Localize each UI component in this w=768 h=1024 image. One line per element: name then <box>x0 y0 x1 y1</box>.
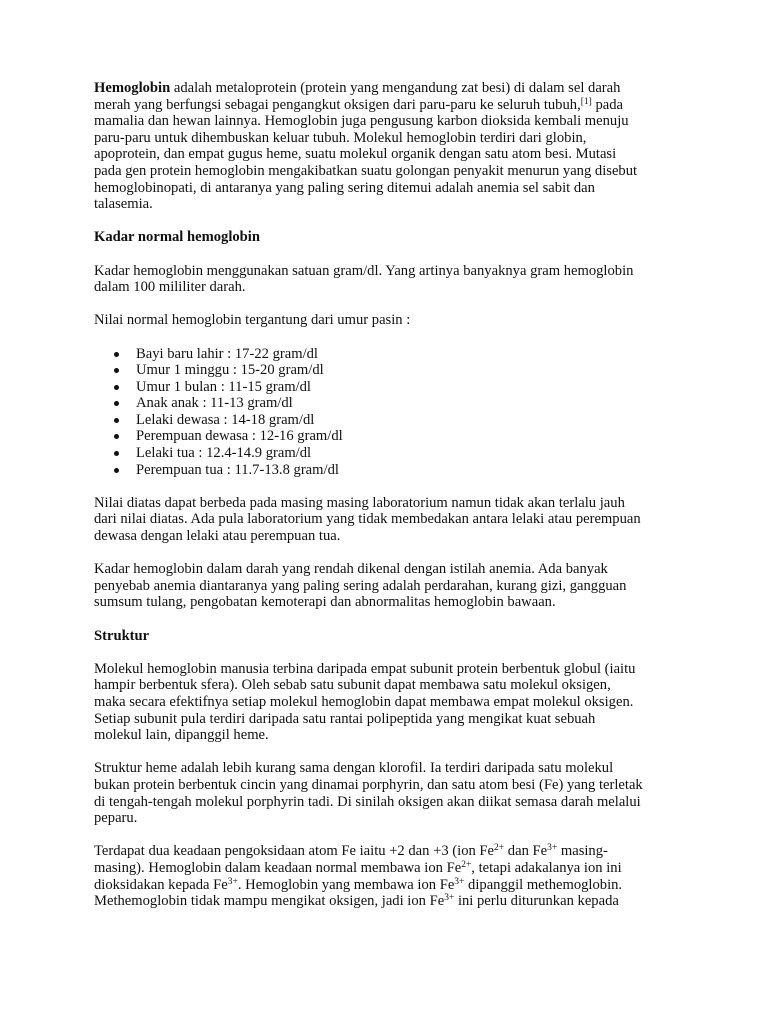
paragraph-gap <box>94 644 694 661</box>
list-item <box>94 362 694 379</box>
text-line: dan Fe <box>504 843 548 860</box>
superscript: 2+ <box>494 843 505 854</box>
paragraph-gap <box>94 545 694 562</box>
list-item-text: Lelaki tua : 12.4-14.9 gram/dl <box>136 445 312 462</box>
list-item-text: Bayi baru lahir : 17-22 gram/dl <box>136 345 318 362</box>
text-line: masing- <box>557 843 608 860</box>
list-item <box>94 395 694 412</box>
text-line: maka secara efektifnya setiap molekul hemoglobin dapat membawa empat molekul oksigen. <box>94 693 634 710</box>
text-line: ini perlu diturunkan kepada <box>454 893 619 910</box>
paragraph-gap <box>94 611 694 628</box>
struktur-paragraph-2 <box>94 760 694 826</box>
intro-line: talasemia. <box>94 196 153 213</box>
paragraph-gap <box>94 213 694 230</box>
superscript: 2+ <box>461 859 472 870</box>
text-line: Nilai diatas dapat berbeda pada masing masing laboratorium namun tidak akan terlalu jauh <box>94 494 625 511</box>
paragraph-gap <box>94 329 694 346</box>
document-page <box>94 80 694 910</box>
text-line: Methemoglobin tidak mampu mengikat oksigen, jadi ion Fe <box>94 893 445 910</box>
text-line: Setiap subunit pula terdiri daripada satu rantai polipeptida yang mengikat kuat sebuah <box>94 710 596 727</box>
text-line: Struktur heme adalah lebih kurang sama dengan klorofil. Ia terdiri daripada satu molekul <box>94 760 614 777</box>
text-line: dari nilai diatas. Ada pula laboratorium yang tidak membedakan antara lelaki atau perempuan <box>94 511 641 528</box>
bullet-icon <box>114 418 119 423</box>
list-item <box>94 462 694 479</box>
paragraph-gap <box>94 827 694 844</box>
heading-struktur: Struktur <box>94 627 150 644</box>
reference-link[interactable]: [1] <box>580 96 592 107</box>
text-line: Kadar hemoglobin menggunakan satuan gram/dl. Yang artinya banyaknya gram hemoglobin <box>94 262 634 279</box>
text-line: Molekul hemoglobin manusia terbina daripada empat subunit protein berbentuk globul (iaitu <box>94 660 636 677</box>
text-line: molekul lain, dipanggil heme. <box>94 727 269 744</box>
heading-kadar-normal: Kadar normal hemoglobin <box>94 229 260 246</box>
list-item <box>94 379 694 396</box>
list-item-text: Perempuan tua : 11.7-13.8 gram/dl <box>136 461 339 478</box>
intro-line: paru-paru untuk dihembuskan keluar tubuh. Molekul hemoglobin terdiri dari globin, <box>94 129 587 146</box>
intro-line: merah yang berfungsi sebagai pengangkut oksigen dari paru-paru ke seluruh tubuh, <box>94 96 581 113</box>
kadar-paragraph-3 <box>94 495 694 545</box>
text-line: dipanggil methemoglobin. <box>464 876 623 893</box>
list-item-text: Umur 1 bulan : 11-15 gram/dl <box>136 378 311 395</box>
text-line: . Hemoglobin yang membawa ion Fe <box>237 876 455 893</box>
superscript: 3+ <box>547 843 558 854</box>
text-line: hampir berbentuk sfera). Oleh sebab satu subunit dapat membawa satu molekul oksigen, <box>94 677 611 694</box>
bullet-icon <box>114 434 119 439</box>
superscript: 3+ <box>227 876 238 887</box>
list-item <box>94 428 694 445</box>
list-item <box>94 412 694 429</box>
text-line: Kadar hemoglobin dalam darah yang rendah dikenal dengan istilah anemia. Ada banyak <box>94 561 608 578</box>
list-item-text: Lelaki dewasa : 14-18 gram/dl <box>136 411 315 428</box>
bullet-icon <box>114 468 119 473</box>
list-item-text: Anak anak : 11-13 gram/dl <box>136 395 293 412</box>
intro-line: adalah metaloprotein (protein yang mengandung zat besi) di dalam sel darah <box>170 80 621 96</box>
text-line: , tetapi adakalanya ion ini <box>471 859 622 876</box>
paragraph-gap <box>94 296 694 313</box>
superscript: 3+ <box>444 892 455 903</box>
bullet-icon <box>114 352 119 357</box>
struktur-paragraph-1 <box>94 661 694 744</box>
intro-paragraph <box>94 80 694 213</box>
intro-line: apoprotein, dan empat gugus heme, suatu molekul organik dengan satu atom besi. Mutasi <box>94 146 617 163</box>
kadar-paragraph-1 <box>94 263 694 296</box>
paragraph-gap <box>94 478 694 495</box>
list-item-text: Umur 1 minggu : 15-20 gram/dl <box>136 362 324 379</box>
bullet-icon <box>114 385 119 390</box>
kadar-paragraph-4 <box>94 561 694 611</box>
intro-line: hemoglobinopati, di antaranya yang paling sering ditemui adalah anemia sel sabit dan <box>94 179 595 196</box>
text-line: bukan protein berbentuk cincin yang dinamai porphyrin, dan satu atom besi (Fe) yang terletak <box>94 776 643 793</box>
text-line: penyebab anemia diantaranya yang paling sering adalah perdarahan, kurang gizi, gangguan <box>94 577 627 594</box>
kadar-paragraph-2: Nilai normal hemoglobin tergantung dari umur pasin : <box>94 312 411 329</box>
text-line: masing). Hemoglobin dalam keadaan normal membawa ion Fe <box>94 859 462 876</box>
intro-line: mamalia dan hewan lainnya. Hemoglobin juga pengusung karbon dioksida kembali menuju <box>94 113 629 130</box>
text-line: dewasa dengan lelaki atau perempuan tua. <box>94 528 341 545</box>
superscript: 3+ <box>454 876 465 887</box>
list-item <box>94 445 694 462</box>
struktur-paragraph-3 <box>94 843 694 909</box>
paragraph-gap <box>94 246 694 263</box>
text-line: di tengah-tengah molekul porphyrin tadi. Di sinilah oksigen akan diikat semasa darah melalui <box>94 793 641 810</box>
text-line: sumsum tulang, pengobatan kemoterapi dan abnormalitas hemoglobin bawaan. <box>94 594 556 611</box>
bullet-icon <box>114 401 119 406</box>
text-line: dioksidakan kepada Fe <box>94 876 228 893</box>
bullet-icon <box>114 368 119 373</box>
bullet-icon <box>114 451 119 456</box>
paragraph-gap <box>94 744 694 761</box>
normal-levels-list <box>94 346 694 479</box>
intro-line: pada <box>591 96 623 113</box>
list-item <box>94 346 694 363</box>
list-item-text: Perempuan dewasa : 12-16 gram/dl <box>136 428 343 445</box>
term-hemoglobin: Hemoglobin <box>94 80 171 96</box>
intro-line: pada gen protein hemoglobin mengakibatkan suatu golongan penyakit menurun yang disebut <box>94 162 638 179</box>
text-line: peparu. <box>94 810 138 827</box>
text-line: dalam 100 mililiter darah. <box>94 279 246 296</box>
text-line: Terdapat dua keadaan pengoksidaan atom Fe iaitu +2 dan +3 (ion Fe <box>94 843 495 860</box>
